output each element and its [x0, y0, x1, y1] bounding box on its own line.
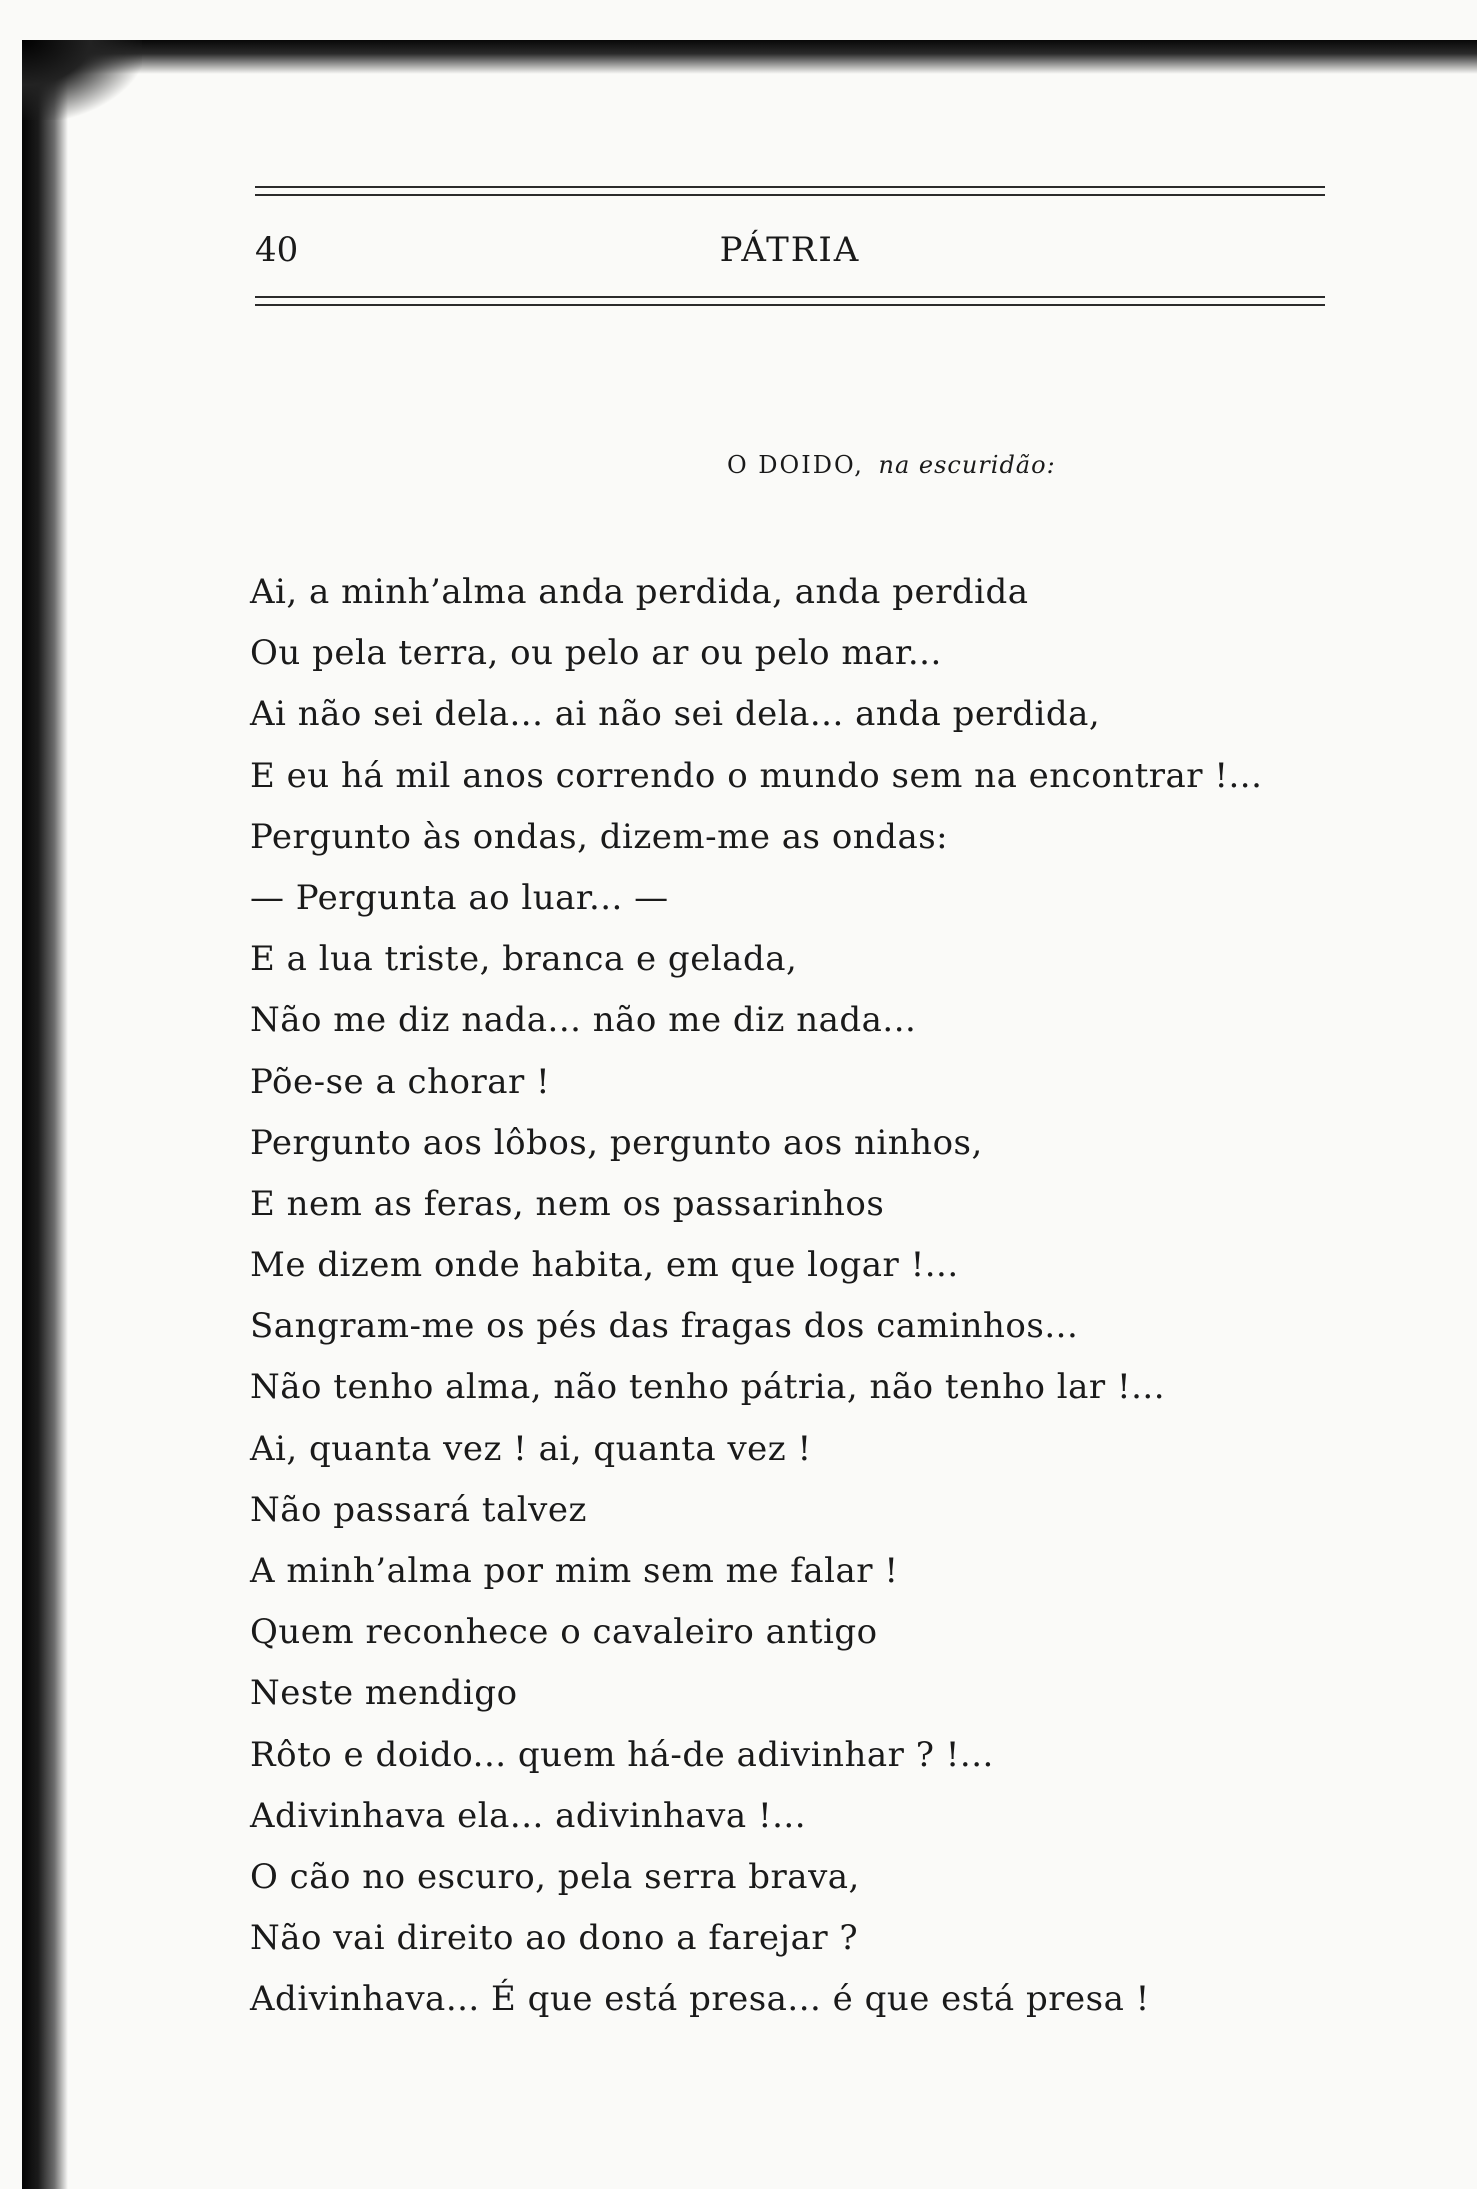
running-title: PÁTRIA [719, 230, 861, 270]
poem-line: Adivinhava ela... adivinhava !... [250, 1795, 807, 1836]
speaker-heading [727, 449, 1056, 481]
poem-line: E eu há mil anos correndo o mundo sem na encontrar !... [250, 755, 1263, 796]
scan-binding-shadow-left [22, 40, 68, 2189]
poem-line: Rôto e doido... quem há-de adivinhar ? !... [250, 1734, 994, 1775]
poem-line: Não passará talvez [250, 1489, 587, 1530]
poem-line: Pergunto às ondas, dizem-me as ondas: [250, 816, 949, 857]
poem-line: O cão no escuro, pela serra brava, [250, 1856, 860, 1897]
poem-line: Sangram-me os pés das fragas dos caminhos... [250, 1306, 1079, 1347]
poem-line: Ou pela terra, ou pelo ar ou pelo mar... [250, 633, 942, 674]
poem-line: Não me diz nada... não me diz nada... [250, 1000, 917, 1041]
poem-line: Neste mendigo [250, 1673, 518, 1714]
header-rule-top-1 [255, 186, 1325, 188]
poem-line: A minh’alma por mim sem me falar ! [250, 1551, 899, 1591]
poem-line: Não vai direito ao dono a farejar ? [250, 1918, 859, 1959]
stage-direction: na escuridão: [878, 451, 1056, 479]
poem-line: Põe-se a chorar ! [250, 1061, 551, 1102]
header-rule-bottom-1 [255, 296, 1325, 298]
scan-binding-shadow-corner [22, 40, 142, 120]
header-rule-top-2 [255, 194, 1325, 196]
poem-line: Me dizem onde habita, em que logar !... [250, 1245, 959, 1286]
poem-line: E a lua triste, branca e gelada, [250, 939, 798, 980]
poem-line: Não tenho alma, não tenho pátria, não tenho lar !... [250, 1367, 1166, 1408]
scan-binding-shadow-top [22, 40, 1477, 74]
page-number: 40 [255, 230, 299, 270]
poem-line: Adivinhava... É que está presa... é que está presa ! [250, 1979, 1150, 2020]
poem-line: E nem as feras, nem os passarinhos [250, 1183, 885, 1224]
poem-line: Ai, a minh’alma anda perdida, anda perdida [250, 572, 1029, 612]
poem-line: Ai não sei dela... ai não sei dela... anda perdida, [250, 694, 1101, 735]
poem-line: Pergunto aos lôbos, pergunto aos ninhos, [250, 1122, 983, 1163]
poem-line: Ai, quanta vez ! ai, quanta vez ! [250, 1428, 812, 1469]
poem-line: — Pergunta ao luar... — [250, 877, 669, 918]
running-head [255, 228, 1325, 272]
header-rule-bottom-2 [255, 304, 1325, 306]
poem-verse [250, 562, 1350, 2031]
poem-line: Quem reconhece o cavaleiro antigo [250, 1612, 878, 1653]
speaker-name: O DOIDO, [727, 451, 864, 479]
